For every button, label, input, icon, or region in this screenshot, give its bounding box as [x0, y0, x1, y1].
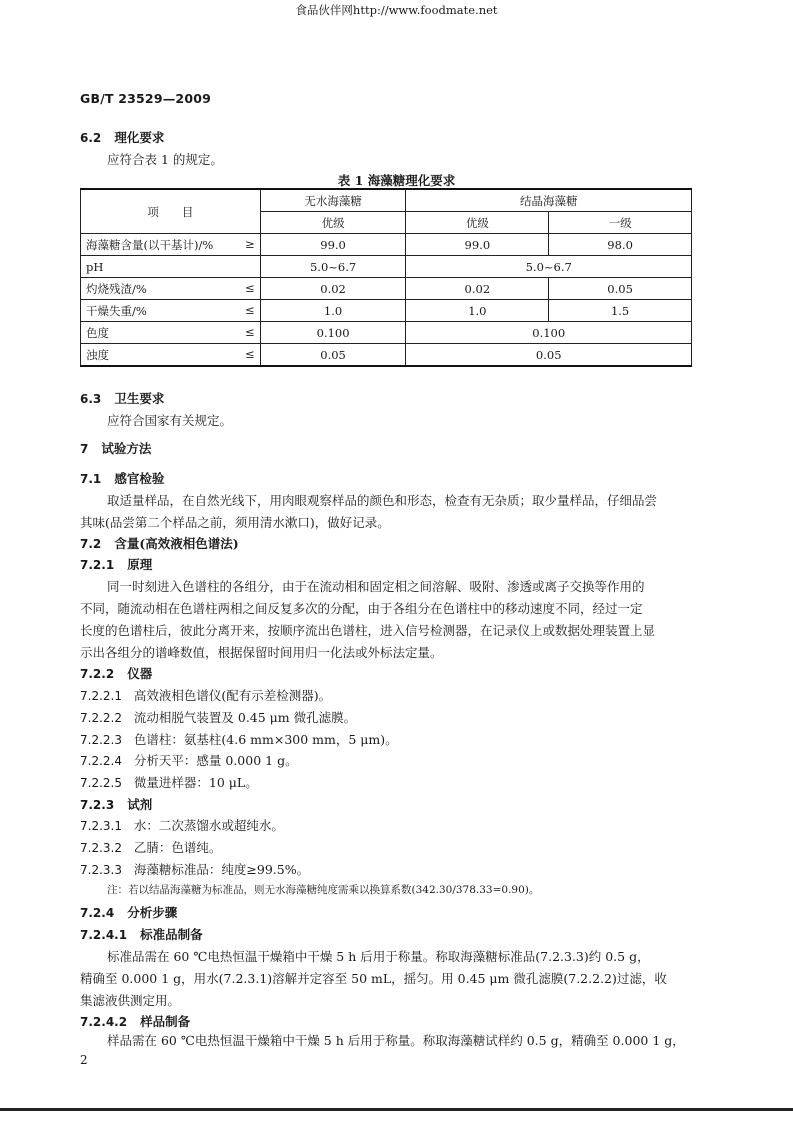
table-row	[81, 300, 692, 322]
row-label: 海藻糖含量(以干基计)/% ≥	[81, 234, 261, 256]
principle-line: 不同，随流动相在色谱柱两相之间反复多次的分配，由于各组分在色谱柱中的移动速度不同，经过一定	[80, 601, 643, 616]
table-cell: 1.5	[549, 300, 692, 322]
table-caption: 表 1 海藻糖理化要求	[337, 173, 456, 188]
section-6-3-body: 应符合国家有关规定。	[107, 413, 233, 428]
section-7-2-1-heading: 7.2.1 原理	[80, 557, 153, 572]
principle-line: 同一时刻进入色谱柱的各组分，由于在流动相和固定相之间溶解、吸附、渗透或离子交换等作用的	[107, 579, 645, 594]
instrument-item: 7.2.2.5 微量进样器：10 μL。	[80, 775, 258, 790]
principle-line: 长度的色谱柱后，彼此分离开来，按顺序流出色谱柱，进入信号检测器，在记录仪上或数据处理装置上显	[80, 623, 656, 638]
section-7-2-4-heading: 7.2.4 分析步骤	[80, 905, 178, 920]
row-label: 灼烧残渣/% ≤	[81, 278, 261, 300]
standard-prep-line: 标准品需在 60 ℃电热恒温干燥箱中干燥 5 h 后用于称量。称取海藻糖标准品(7.2.3.3)约 0.5 g，	[107, 949, 650, 964]
table-cell: 99.0	[260, 234, 406, 256]
section-6-3-heading: 6.3 卫生要求	[80, 391, 165, 406]
table-cell: 0.100	[406, 322, 692, 344]
instrument-item: 7.2.2.2 流动相脱气装置及 0.45 μm 微孔滤膜。	[80, 710, 357, 725]
sample-prep-line: 样品需在 60 ℃电热恒温干燥箱中干燥 5 h 后用于称量。称取海藻糖试样约 0.5 g，精确至 0.000 1 g，	[107, 1033, 685, 1048]
reagent-note: 注：若以结晶海藻糖为标准品，则无水海藻糖纯度需乘以换算系数(342.30/378.33=0.90)。	[107, 884, 540, 896]
standard-prep-line: 精确至 0.000 1 g，用水(7.2.3.1)溶解并定容至 50 mL，摇匀。用 0.45 μm 微孔滤膜(7.2.2.2)过滤，收	[80, 971, 667, 986]
section-7-1-heading: 7.1 感官检验	[80, 471, 165, 486]
section-6-2-body: 应符合表 1 的规定。	[107, 152, 223, 167]
table-cell: 0.05	[260, 344, 406, 367]
table-cell: 99.0	[406, 234, 549, 256]
item-header: 项 目	[81, 189, 261, 234]
table-cell: 0.100	[260, 322, 406, 344]
instrument-item: 7.2.2.1 高效液相色谱仪(配有示差检测器)。	[80, 688, 332, 703]
table-row	[81, 256, 692, 278]
spec-table	[80, 188, 692, 367]
row-label: 色度 ≤	[81, 322, 261, 344]
table-cell: 5.0~6.7	[260, 256, 406, 278]
table-cell: 5.0~6.7	[406, 256, 692, 278]
group-anhydrous-header: 无水海藻糖	[260, 189, 406, 212]
reagent-item: 7.2.3.3 海藻糖标准品：纯度≥99.5%。	[80, 862, 310, 877]
section-7-2-heading: 7.2 含量(高效液相色谱法)	[80, 536, 239, 551]
section-7-heading: 7 试验方法	[80, 441, 152, 456]
table-cell: 98.0	[549, 234, 692, 256]
row-label: 浊度 ≤	[81, 344, 261, 367]
page-number: 2	[80, 1053, 88, 1067]
grade-header: 优级	[406, 212, 549, 234]
grade-header: 优级	[260, 212, 406, 234]
table-cell: 0.05	[406, 344, 692, 367]
row-label: pH	[81, 256, 261, 278]
standard-prep-line: 集滤液供测定用。	[80, 993, 181, 1008]
site-watermark: 食品伙伴网http://www.foodmate.net	[295, 3, 498, 17]
table-cell: 0.02	[260, 278, 406, 300]
table-row	[81, 234, 692, 256]
grade-header: 一级	[549, 212, 692, 234]
table-cell: 1.0	[406, 300, 549, 322]
reagent-item: 7.2.3.2 乙腈：色谱纯。	[80, 840, 222, 855]
table-cell: 0.02	[406, 278, 549, 300]
reagent-item: 7.2.3.1 水：二次蒸馏水或超纯水。	[80, 818, 284, 833]
instrument-item: 7.2.2.3 色谱柱：氨基柱(4.6 mm×300 mm，5 μm)。	[80, 732, 398, 747]
section-7-2-2-heading: 7.2.2 仪器	[80, 666, 153, 681]
section-7-1-line: 取适量样品，在自然光线下，用肉眼观察样品的颜色和形态，检查有无杂质；取少量样品，仔细品尝	[107, 493, 658, 508]
table-header-row	[81, 189, 692, 212]
table-cell: 1.0	[260, 300, 406, 322]
section-7-2-4-1-heading: 7.2.4.1 标准品制备	[80, 927, 203, 942]
section-7-2-4-2-heading: 7.2.4.2 样品制备	[80, 1014, 191, 1029]
table-row	[81, 322, 692, 344]
table-cell: 0.05	[549, 278, 692, 300]
standard-number: GB/T 23529—2009	[80, 91, 212, 106]
bottom-rule	[0, 1108, 793, 1111]
table-row	[81, 344, 692, 367]
row-label: 干燥失重/% ≤	[81, 300, 261, 322]
principle-line: 示出各组分的谱峰数值，根据保留时间用归一化法或外标法定量。	[80, 645, 443, 660]
group-crystal-header: 结晶海藻糖	[406, 189, 692, 212]
instrument-item: 7.2.2.4 分析天平：感量 0.000 1 g。	[80, 753, 298, 768]
section-6-2-heading: 6.2 理化要求	[80, 130, 165, 145]
section-7-2-3-heading: 7.2.3 试剂	[80, 797, 153, 812]
section-7-1-line: 其味(品尝第二个样品之前，须用清水漱口)，做好记录。	[80, 515, 390, 530]
table-row	[81, 278, 692, 300]
